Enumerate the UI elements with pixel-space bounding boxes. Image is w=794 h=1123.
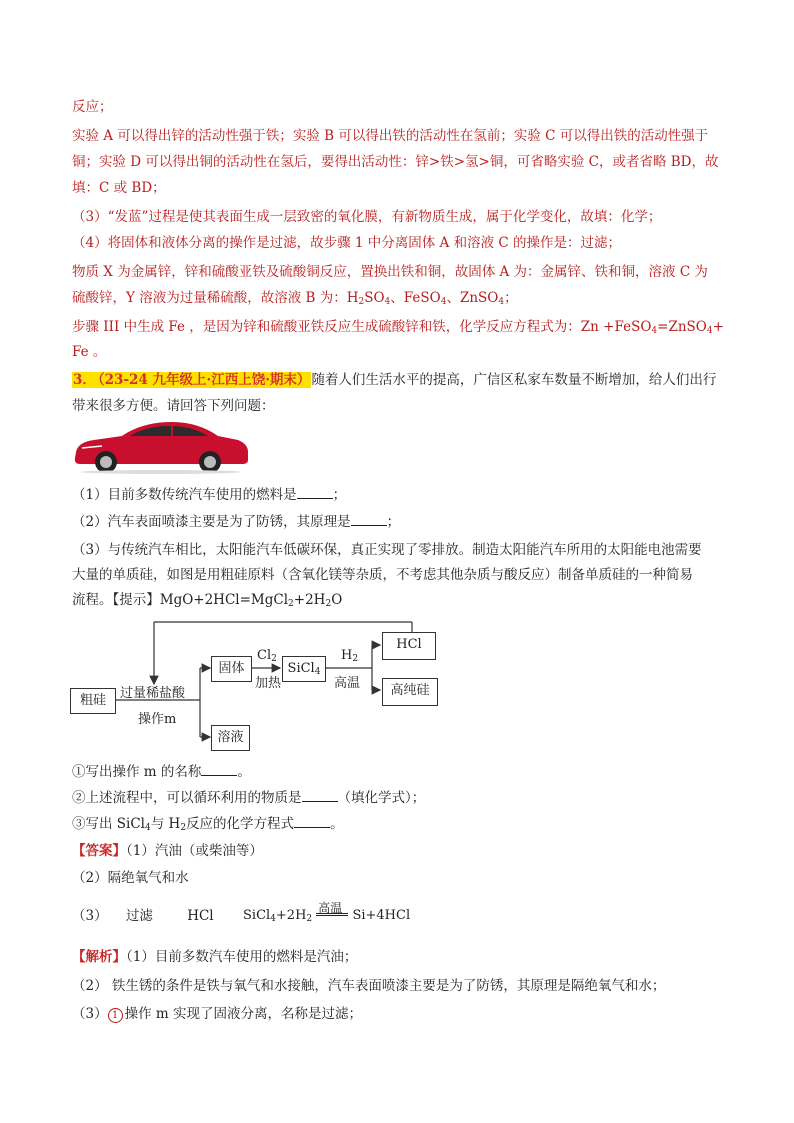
flow-label-cl2: $Cl_2$ [257,648,277,664]
flow-label-acid: 过量稀盐酸 [120,686,186,701]
flow-box-hcl: HCl [382,632,436,660]
flow-box-solution: 溶液 [211,725,250,751]
text-line: 步骤 III 中生成 Fe ，是因为锌和硫酸亚铁反应生成硫酸锌和铁，化学反应方程式为：Zn +FeSO$_4$=ZnSO$_4$+ [72,319,724,336]
flow-box-pure-silicon: 高纯硅 [382,678,438,706]
flow-box-sicl4: SiCl$_4$ [282,656,326,682]
flow-label-heat: 加热 [255,676,282,691]
analysis-tag: 【解析】 [72,949,126,965]
text-line: 铜；实验 D 可以得出铜的活动性在氢后，要得出活动性：锌>铁>氢>铜，可省略实验 C，或者省略 BD，故 [72,154,719,170]
analysis-line: （3） 1 操作 m 实现了固液分离，名称是过滤； [72,1006,362,1022]
car-image [72,418,250,474]
flow-label-h2: $H_2$ [341,648,359,664]
flow-label-operation: 操作m [138,712,177,727]
question-source: （23-24 九年级上·江西上饶·期末） [97,372,311,388]
text-line: 流程。【提示】$MgO+2HCl=MgCl_2+2H_2O$ [72,592,343,609]
text-line: 填：C 或 BD； [72,180,166,196]
text-line: 带来很多方便。请回答下列问题： [72,398,275,414]
question-heading: 3． （23-24 九年级上·江西上饶·期末）随着人们生活水平的提高，广信区私家车数量不断增加，给人们出行 [73,372,717,388]
text-line: 物质 X 为金属锌，锌和硫酸亚铁及硫酸铜反应，置换出铁和铜，故固体 A 为：金属锌、铁和铜，溶液 C 为 [72,264,708,280]
answer-line: 【答案】（1）汽油（或柴油等） [72,843,263,859]
answer-line: （2）隔绝氧气和水 [72,870,189,886]
text-line: （3）“发蓝”过程是使其表面生成一层致密的氧化膜，有新物质生成，属于化学变化，故填：化学； [72,209,662,225]
sub-question: （1）目前多数传统汽车使用的燃料是 ； [72,487,347,503]
analysis-line: 【解析】（1）目前多数汽车使用的燃料是汽油； [72,949,358,965]
answer-line: （3） 过滤 HCl [72,908,214,924]
circled-number: 1 [108,1008,123,1023]
text-line: 硫酸锌，Y 溶液为过量稀硫酸，故溶液 B 为：$H_2SO_4$、FeSO$_4$、ZnSO$_4$； [72,290,518,307]
flow-box-raw-silicon: 粗硅 [70,688,116,714]
sub-question: ①写出操作 m 的名称 。 [72,764,251,780]
sub-question: ③写出 SiCl$_4$与 $H_2$反应的化学方程式 。 [72,816,344,833]
sub-question: （3）与传统汽车相比，太阳能汽车低碳环保，真正实现了零排放。制造太阳能汽车所用的太阳能电池需要 [72,542,702,558]
analysis-line: （2） 铁生锈的条件是铁与氧气和水接触，汽车表面喷漆主要是为了防锈，其原理是隔绝氧气和水； [72,978,666,994]
answer-equation: $SiCl_4+2H_2$ 高温 Si+4HCl [243,901,411,924]
answer-tag: 【答案】 [72,843,126,859]
sub-question: （2）汽车表面喷漆主要是为了防锈，其原理是 ； [72,514,401,530]
flow-box-solid: 固体 [211,656,252,682]
text-line: 大量的单质硅，如图是用粗硅原料（含氧化镁等杂质，不考虑其他杂质与酸反应）制备单质硅的一种简易 [72,567,693,583]
text-line: 实验 A 可以得出锌的活动性强于铁；实验 B 可以得出铁的活动性在氢前；实验 C 可以得出铁的活动性强于 [72,128,709,144]
sub-question: ②上述流程中，可以循环利用的物质是 （填化学式）； [72,790,426,806]
text-line: （4）将固体和液体分离的操作是过滤，故步骤 1 中分离固体 A 和溶液 C 的操作是：过滤； [72,235,622,251]
text-line: Fe 。 [72,344,107,360]
question-number: 3． [73,372,96,388]
flow-label-high-temp: 高温 [334,676,361,691]
text-line: 反应； [72,99,113,115]
